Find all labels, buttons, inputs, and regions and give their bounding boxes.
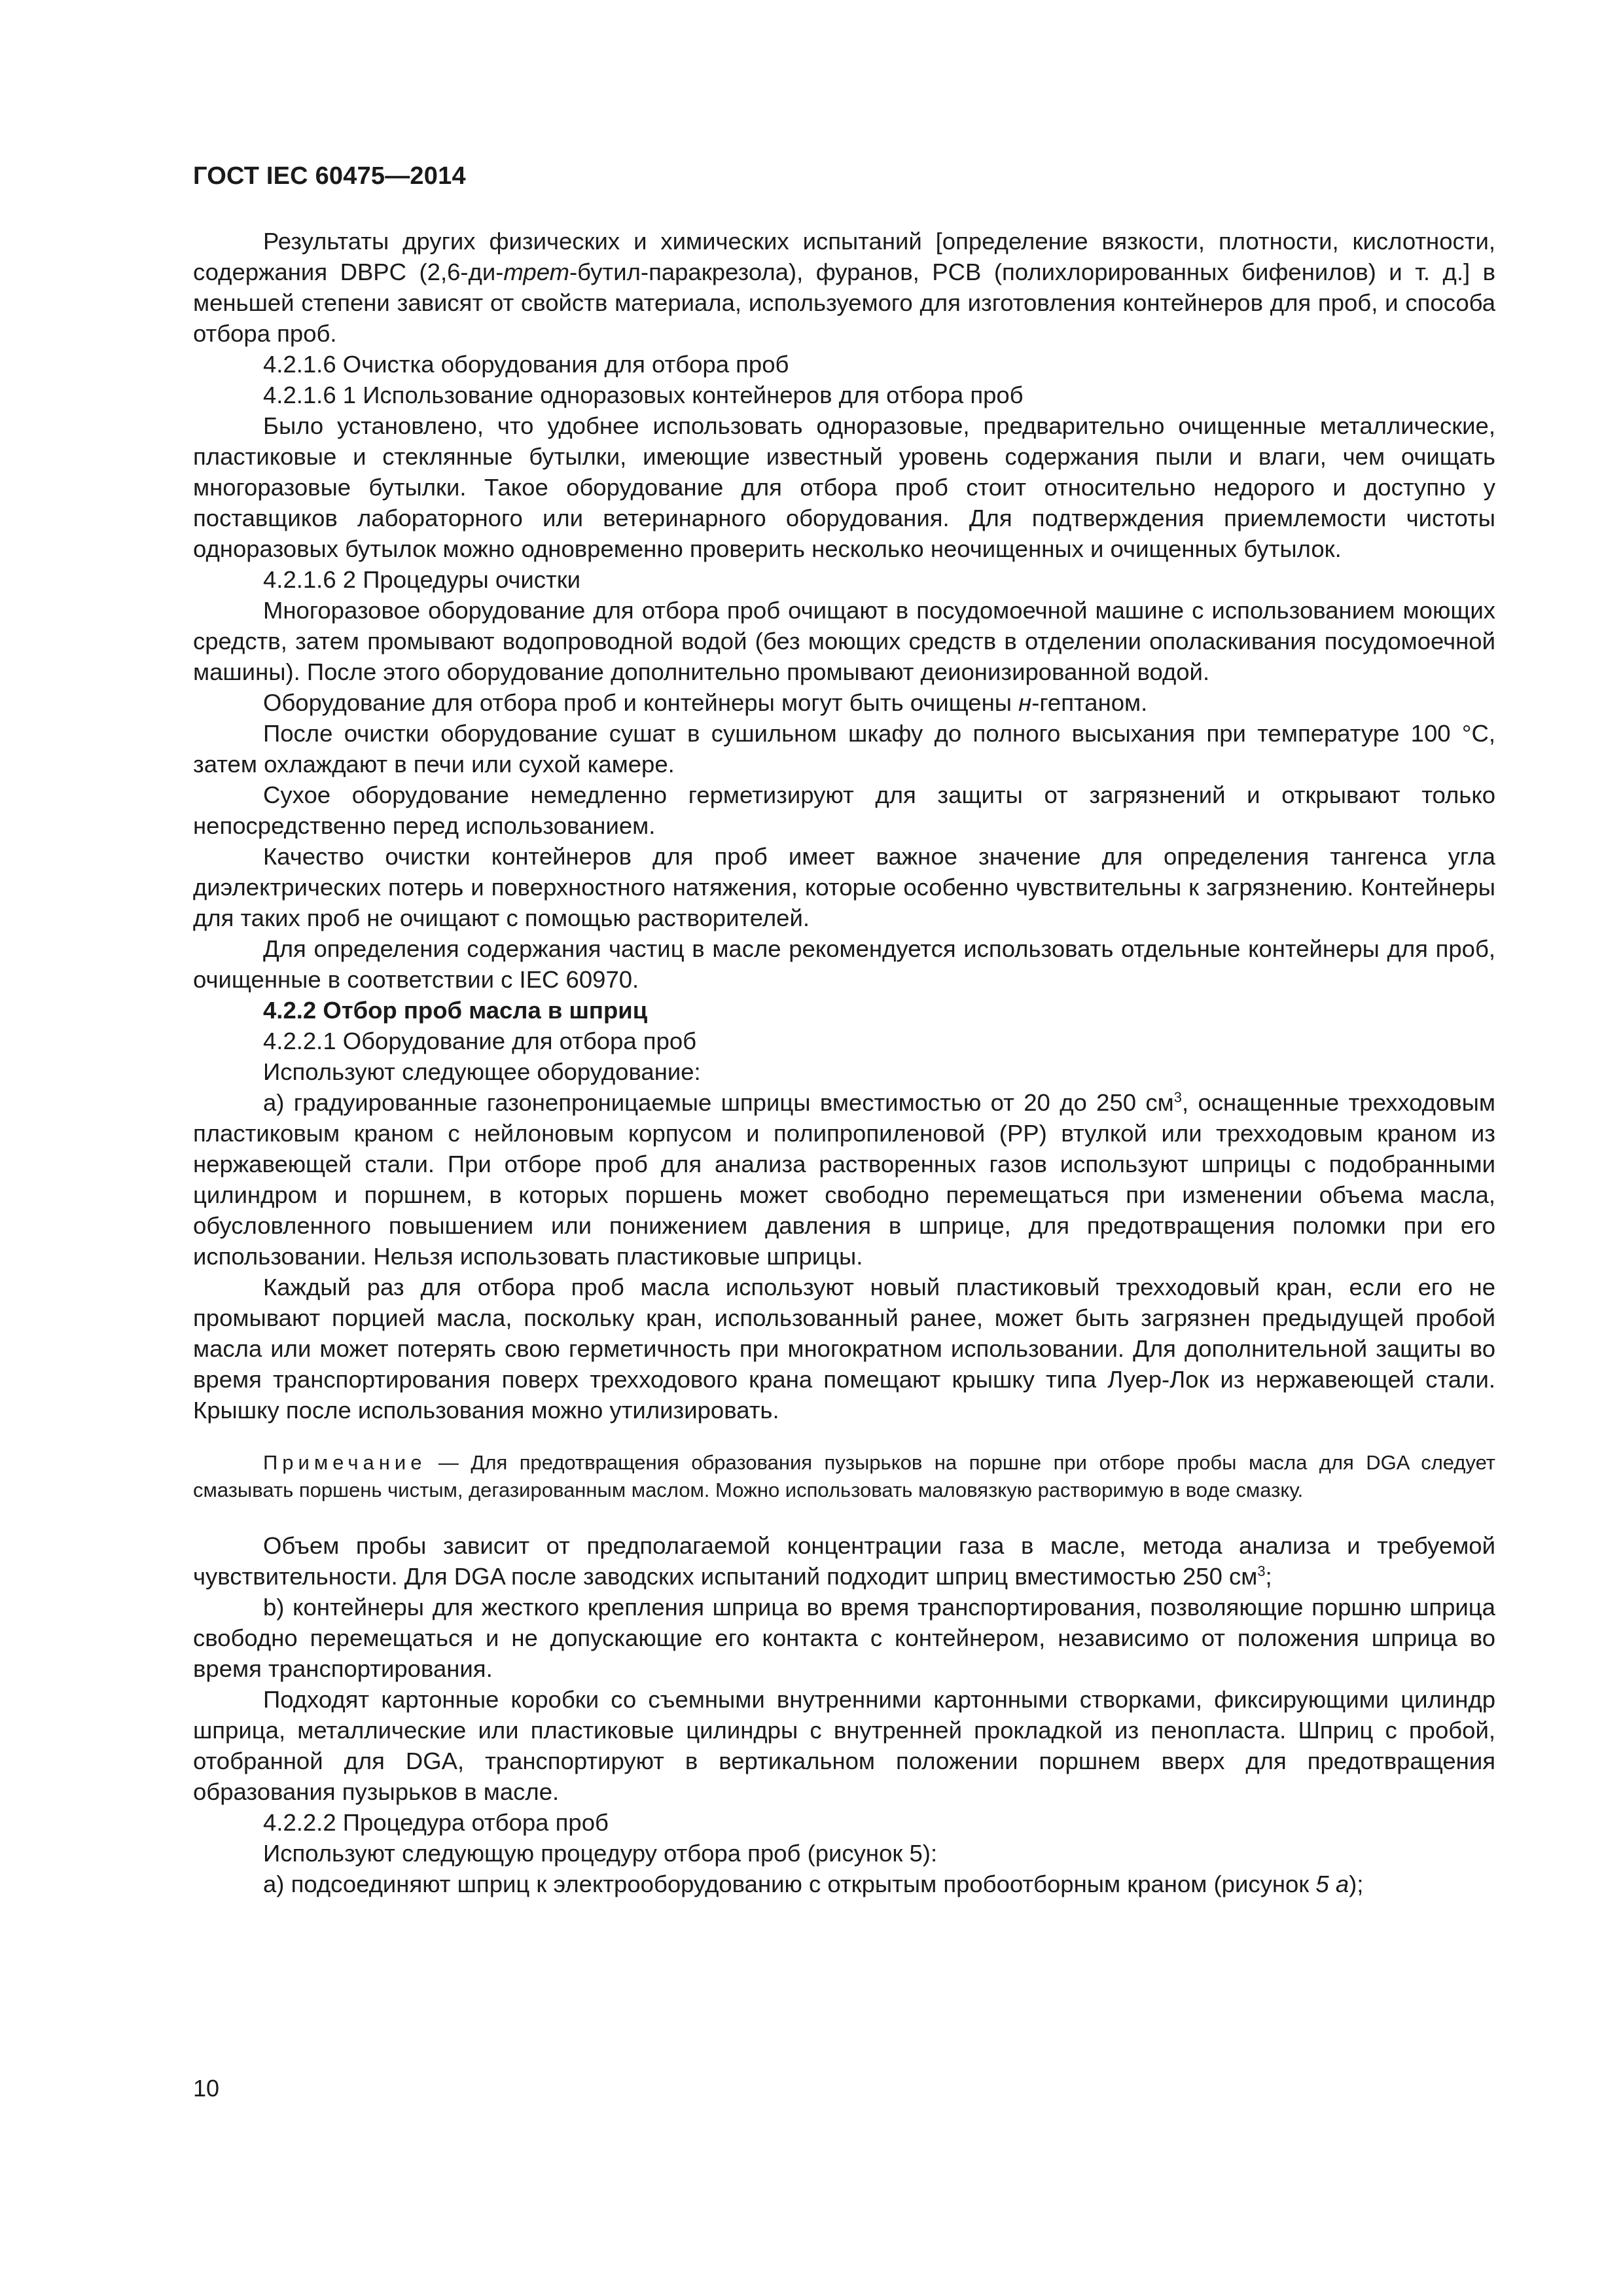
text-run: Многоразовое оборудование для отбора проб очищают в посудомоечной машине с использованием моющих средств, затем промывают водопроводной водой (без моющих средств в отделении ополаскивания посудомоечной машины). После этого оборудование дополнительно промывают деионизированной водой. bbox=[193, 597, 1495, 685]
paragraph bbox=[193, 349, 1495, 380]
text-run: Результаты других физических и химических испытаний [определение вязкости, плотности, кислотности, содержания DBPC (2,6-ди- bbox=[193, 228, 1495, 285]
text-run: Используют следующую процедуру отбора проб (рисунок 5): bbox=[263, 1840, 938, 1867]
text-run: Качество очистки контейнеров для проб имеет важное значение для определения тангенса угла диэлектрических потерь и поверхностного натяжения, которые особенно чувствительны к загрязнению. Контейнеры для таких проб не очищают с помощью растворителей. bbox=[193, 843, 1495, 931]
text-run: 4.2.2 Отбор проб масла в шприц bbox=[263, 997, 648, 1024]
page-number: 10 bbox=[193, 2075, 220, 2102]
paragraph bbox=[193, 1087, 1495, 1272]
note-paragraph bbox=[193, 1449, 1495, 1504]
document-header: ГОСТ IEC 60475—2014 bbox=[193, 162, 466, 190]
text-run: b) контейнеры для жесткого крепления шприца во время транспортирования, позволяющие поршню шприца свободно перемещаться и не допускающие его контакта с контейнером, независимо от положения шприца во время транспортирования. bbox=[193, 1594, 1495, 1682]
text-run: 4.2.1.6 1 Использование одноразовых контейнеров для отбора проб bbox=[263, 382, 1024, 408]
paragraph bbox=[193, 1056, 1495, 1087]
text-run: Оборудование для отбора проб и контейнеры могут быть очищены bbox=[263, 689, 1019, 716]
paragraph bbox=[193, 1272, 1495, 1426]
text-run: Подходят картонные коробки со съемными внутренними картонными створками, фиксирующими цилиндр шприца, металлические или пластиковые цилиндры с внутренней прокладкой из пенопласта. Шприц с пробой, отобранной для DGA, транспортируют в вертикальном положении поршнем вверх для предотвращения образования пузырьков в масле. bbox=[193, 1686, 1495, 1805]
paragraph bbox=[193, 564, 1495, 595]
paragraph bbox=[193, 933, 1495, 995]
document-body bbox=[193, 226, 1495, 1899]
paragraph bbox=[193, 1026, 1495, 1056]
text-run: ; bbox=[1265, 1563, 1272, 1590]
text-run: Используют следующее оборудование: bbox=[263, 1058, 701, 1085]
paragraph bbox=[193, 718, 1495, 780]
text-run: Каждый раз для отбора проб масла используют новый пластиковый трехходовый кран, если его не промывают порцией масла, поскольку кран, использованный ранее, может быть загрязнен предыдущей пробой масла или может потерять свою герметичность при многократном использовании. Для дополнительной защиты во время транспортирования поверх трехходового крана помещают крышку типа Луер-Лок из нержавеющей стали. Крышку после использования можно утилизировать. bbox=[193, 1274, 1495, 1424]
paragraph bbox=[193, 1807, 1495, 1838]
paragraph bbox=[193, 380, 1495, 410]
paragraph bbox=[193, 841, 1495, 933]
text-run: Примечание bbox=[263, 1451, 427, 1474]
superscript: 3 bbox=[1173, 1088, 1182, 1105]
text-run: Сухое оборудование немедленно герметизируют для защиты от загрязнений и открывают только непосредственно перед использованием. bbox=[193, 781, 1495, 839]
text-run: 4.2.2.2 Процедура отбора проб bbox=[263, 1809, 609, 1836]
paragraph bbox=[193, 226, 1495, 349]
paragraph bbox=[193, 1592, 1495, 1684]
paragraph bbox=[193, 780, 1495, 841]
paragraph bbox=[193, 410, 1495, 564]
paragraph bbox=[193, 1684, 1495, 1807]
section-heading bbox=[193, 995, 1495, 1026]
text-run: , оснащенные трехходовым пластиковым краном с нейлоновым корпусом и полипропиленовой (PP) втулкой или трехходовым краном из нержавеющей стали. При отборе проб для анализа растворенных газов используют шприцы с подобранными цилиндром и поршнем, в которых поршень может свободно перемещаться при изменении объема масла, обусловленного повышением или понижением давления в шприце, для предотвращения поломки при его использовании. Нельзя использовать пластиковые шприцы. bbox=[193, 1089, 1495, 1270]
paragraph bbox=[193, 1530, 1495, 1592]
paragraph bbox=[193, 1869, 1495, 1899]
text-run: ); bbox=[1349, 1871, 1364, 1897]
italic-text: н bbox=[1018, 689, 1032, 716]
text-run: Для определения содержания частиц в масле рекомендуется использовать отдельные контейнеры для проб, очищенные в соответствии с IEC 60970. bbox=[193, 935, 1495, 993]
italic-text: трет bbox=[503, 259, 569, 285]
paragraph bbox=[193, 595, 1495, 687]
text-run: a) подсоединяют шприц к электрооборудованию с открытым пробоотборным краном (рисунок bbox=[263, 1871, 1316, 1897]
text-run: a) градуированные газонепроницаемые шприцы вместимостью от 20 до 250 см bbox=[263, 1089, 1174, 1116]
italic-text: 5 a bbox=[1315, 1871, 1349, 1897]
paragraph bbox=[193, 1838, 1495, 1869]
text-run: 4.2.1.6 Очистка оборудования для отбора проб bbox=[263, 351, 789, 378]
text-run: -бутил-паракрезола), фуранов, PCB (полихлорированных бифенилов) и т. д.] в меньшей степени зависят от свойств материала, используемого для изготовления контейнеров для проб, и способа отбора проб. bbox=[193, 259, 1495, 347]
text-run: Объем пробы зависит от предполагаемой концентрации газа в масле, метода анализа и требуемой чувствительности. Для DGA после заводских испытаний подходит шприц вместимостью 250 см bbox=[193, 1532, 1495, 1590]
text-run: Было установлено, что удобнее использовать одноразовые, предварительно очищенные металлические, пластиковые и стеклянные бутылки, имеющие известный уровень содержания пыли и влаги, чем очищать многоразовые бутылки. Такое оборудование для отбора проб стоит относительно недорого и доступно у поставщиков лабораторного или ветеринарного оборудования. Для подтверждения приемлемости чистоты одноразовых бутылок можно одновременно проверить несколько неочищенных и очищенных бутылок. bbox=[193, 412, 1495, 562]
superscript: 3 bbox=[1257, 1562, 1266, 1579]
text-run: 4.2.1.6 2 Процедуры очистки bbox=[263, 566, 581, 593]
text-run: После очистки оборудование сушат в сушильном шкафу до полного высыхания при температуре 100 °С, затем охлаждают в печи или сухой камере. bbox=[193, 720, 1495, 778]
text-run: -гептаном. bbox=[1031, 689, 1148, 716]
paragraph bbox=[193, 687, 1495, 718]
text-run: — Для предотвращения образования пузырьков на поршне при отборе пробы масла для DGA следует смазывать поршень чистым, дегазированным маслом. Можно использовать маловязкую растворимую в воде смазку. bbox=[193, 1451, 1495, 1501]
text-run: 4.2.2.1 Оборудование для отбора проб bbox=[263, 1028, 697, 1054]
